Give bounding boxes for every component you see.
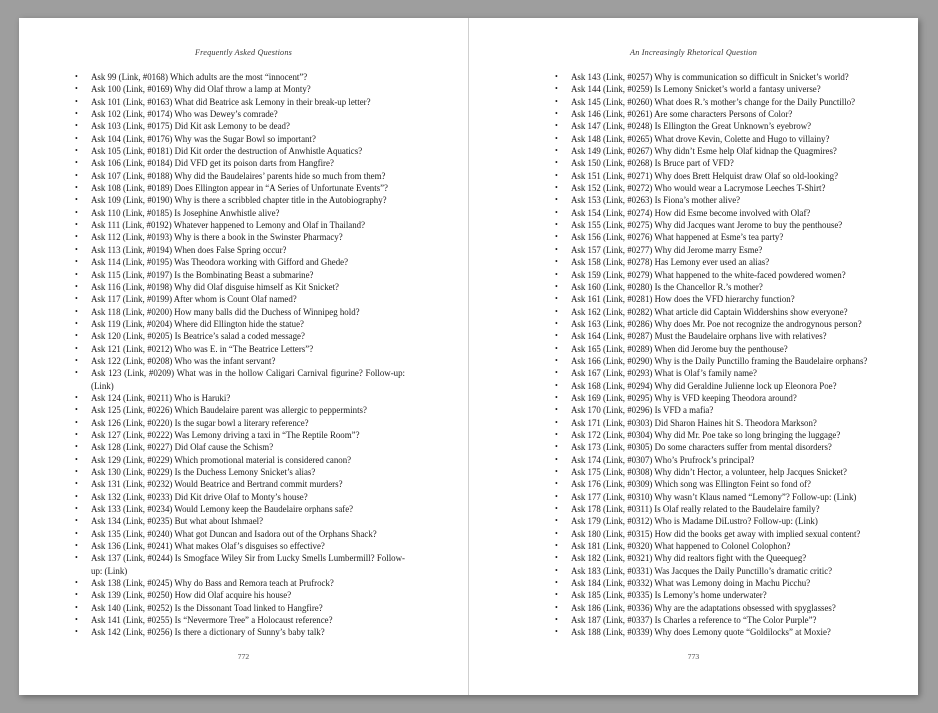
question-item: • Ask 132 (Link, #0233) Did Kit drive Olaf to Monty’s house?: [75, 491, 405, 503]
question-item: • Ask 131 (Link, #0232) Would Beatrice and Bertrand commit murders?: [75, 478, 405, 490]
question-item: • Ask 185 (Link, #0335) Is Lemony’s home underwater?: [555, 589, 885, 601]
question-item: • Ask 152 (Link, #0272) Who would wear a Lacrymose Leeches T-Shirt?: [555, 182, 885, 194]
left-question-list: [75, 71, 405, 639]
question-item: • Ask 106 (Link, #0184) Did VFD get its poison darts from Hangfire?: [75, 157, 405, 169]
question-item: • Ask 129 (Link, #0229) Which promotional material is considered canon?: [75, 454, 405, 466]
question-item: • Ask 150 (Link, #0268) Is Bruce part of VFD?: [555, 157, 885, 169]
question-item: • Ask 180 (Link, #0315) How did the books get away with implied sexual content?: [555, 528, 885, 540]
question-item: • Ask 183 (Link, #0331) Was Jacques the Daily Punctillo’s dramatic critic?: [555, 565, 885, 577]
question-item: • Ask 149 (Link, #0267) Why didn’t Esme help Olaf kidnap the Quagmires?: [555, 145, 885, 157]
question-item: • Ask 101 (Link, #0163) What did Beatrice ask Lemony in their break-up letter?: [75, 96, 405, 108]
question-item: • Ask 120 (Link, #0205) Is Beatrice’s salad a coded message?: [75, 330, 405, 342]
question-item: • Ask 172 (Link, #0304) Why did Mr. Poe take so long bringing the luggage?: [555, 429, 885, 441]
left-running-head: Frequently Asked Questions: [194, 48, 293, 57]
question-item: • Ask 154 (Link, #0274) How did Esme become involved with Olaf?: [555, 207, 885, 219]
question-item: • Ask 125 (Link, #0226) Which Baudelaire parent was allergic to peppermints?: [75, 404, 405, 416]
question-item: • Ask 184 (Link, #0332) What was Lemony doing in Machu Picchu?: [555, 577, 885, 589]
right-question-list: [555, 71, 885, 639]
question-item: • Ask 170 (Link, #0296) Is VFD a mafia?: [555, 404, 885, 416]
question-item: • Ask 102 (Link, #0174) Who was Dewey’s comrade?: [75, 108, 405, 120]
question-item: • Ask 139 (Link, #0250) How did Olaf acquire his house?: [75, 589, 405, 601]
question-item: • Ask 166 (Link, #0290) Why is the Daily Punctillo framing the Baudelaire orphans?: [555, 355, 885, 367]
question-item: • Ask 145 (Link, #0260) What does R.’s mother’s change for the Daily Punctillo?: [555, 96, 885, 108]
question-item: • Ask 153 (Link, #0263) Is Fiona’s mother alive?: [555, 194, 885, 206]
question-item: • Ask 124 (Link, #0211) Who is Haruki?: [75, 392, 405, 404]
question-item: • Ask 144 (Link, #0259) Is Lemony Snicket’s world a fantasy universe?: [555, 83, 885, 95]
right-page-number: 773: [687, 652, 700, 661]
question-item: • Ask 165 (Link, #0289) When did Jerome buy the penthouse?: [555, 343, 885, 355]
question-item: • Ask 121 (Link, #0212) Who was E. in “The Beatrice Letters”?: [75, 343, 405, 355]
question-item: • Ask 108 (Link, #0189) Does Ellington appear in “A Series of Unfortunate Events”?: [75, 182, 405, 194]
question-item: • Ask 174 (Link, #0307) Who’s Prufrock’s principal?: [555, 454, 885, 466]
question-item: • Ask 164 (Link, #0287) Must the Baudelaire orphans live with relatives?: [555, 330, 885, 342]
question-item: • Ask 118 (Link, #0200) How many balls did the Duchess of Winnipeg hold?: [75, 306, 405, 318]
question-item: • Ask 142 (Link, #0256) Is there a dictionary of Sunny’s baby talk?: [75, 626, 405, 638]
question-item: • Ask 141 (Link, #0255) Is “Nevermore Tree” a Holocaust reference?: [75, 614, 405, 626]
question-item: • Ask 186 (Link, #0336) Why are the adaptations obsessed with spyglasses?: [555, 602, 885, 614]
question-item: • Ask 159 (Link, #0279) What happened to the white-faced powdered women?: [555, 269, 885, 281]
question-item: • Ask 136 (Link, #0241) What makes Olaf’s disguises so effective?: [75, 540, 405, 552]
question-item: • Ask 171 (Link, #0303) Did Sharon Haines hit S. Theodora Markson?: [555, 417, 885, 429]
question-item: • Ask 122 (Link, #0208) Who was the infant servant?: [75, 355, 405, 367]
question-item: • Ask 113 (Link, #0194) When does False Spring occur?: [75, 244, 405, 256]
question-item: • Ask 133 (Link, #0234) Would Lemony keep the Baudelaire orphans safe?: [75, 503, 405, 515]
question-item: • Ask 175 (Link, #0308) Why didn’t Hector, a volunteer, help Jacques Snicket?: [555, 466, 885, 478]
question-item: • Ask 155 (Link, #0275) Why did Jacques want Jerome to buy the penthouse?: [555, 219, 885, 231]
question-item: • Ask 117 (Link, #0199) After whom is Count Olaf named?: [75, 293, 405, 305]
question-item: • Ask 119 (Link, #0204) Where did Ellington hide the statue?: [75, 318, 405, 330]
question-item: • Ask 140 (Link, #0252) Is the Dissonant Toad linked to Hangfire?: [75, 602, 405, 614]
question-item: • Ask 151 (Link, #0271) Why does Brett Helquist draw Olaf so old-looking?: [555, 170, 885, 182]
right-running-head: An Increasingly Rhetorical Question: [630, 48, 757, 57]
question-item: • Ask 111 (Link, #0192) Whatever happened to Lemony and Olaf in Thailand?: [75, 219, 405, 231]
question-item: • Ask 126 (Link, #0220) Is the sugar bowl a literary reference?: [75, 417, 405, 429]
question-item: • Ask 114 (Link, #0195) Was Theodora working with Gifford and Ghede?: [75, 256, 405, 268]
question-item: • Ask 130 (Link, #0229) Is the Duchess Lemony Snicket’s alias?: [75, 466, 405, 478]
question-item: • Ask 178 (Link, #0311) Is Olaf really related to the Baudelaire family?: [555, 503, 885, 515]
question-item: • Ask 143 (Link, #0257) Why is communication so difficult in Snicket’s world?: [555, 71, 885, 83]
question-item: • Ask 107 (Link, #0188) Why did the Baudelaires’ parents hide so much from them?: [75, 170, 405, 182]
question-item: • Ask 157 (Link, #0277) Why did Jerome marry Esme?: [555, 244, 885, 256]
left-page: [19, 18, 469, 695]
question-item: • Ask 181 (Link, #0320) What happened to Colonel Colophon?: [555, 540, 885, 552]
question-item: • Ask 156 (Link, #0276) What happened at Esme’s tea party?: [555, 231, 885, 243]
question-item: • Ask 162 (Link, #0282) What article did Captain Widdershins show everyone?: [555, 306, 885, 318]
question-item: • Ask 147 (Link, #0248) Is Ellington the Great Unknown’s eyebrow?: [555, 120, 885, 132]
question-item: • Ask 99 (Link, #0168) Which adults are the most “innocent”?: [75, 71, 405, 83]
question-item: • Ask 176 (Link, #0309) Which song was Ellington Feint so fond of?: [555, 478, 885, 490]
question-item: • Ask 110 (Link, #0185) Is Josephine Anwhistle alive?: [75, 207, 405, 219]
question-item: • Ask 134 (Link, #0235) But what about Ishmael?: [75, 515, 405, 527]
question-item: • Ask 188 (Link, #0339) Why does Lemony quote “Goldilocks” at Moxie?: [555, 626, 885, 638]
question-item: • Ask 160 (Link, #0280) Is the Chancellor R.’s mother?: [555, 281, 885, 293]
question-item: • Ask 169 (Link, #0295) Why is VFD keeping Theodora around?: [555, 392, 885, 404]
question-item: • Ask 109 (Link, #0190) Why is there a scribbled chapter title in the Autobiography?: [75, 194, 405, 206]
question-item: • Ask 158 (Link, #0278) Has Lemony ever used an alias?: [555, 256, 885, 268]
right-page: [469, 18, 918, 695]
question-item: • Ask 103 (Link, #0175) Did Kit ask Lemony to be dead?: [75, 120, 405, 132]
book-spread: [19, 18, 918, 695]
question-item: • Ask 115 (Link, #0197) Is the Bombinating Beast a submarine?: [75, 269, 405, 281]
question-item: • Ask 105 (Link, #0181) Did Kit order the destruction of Anwhistle Aquatics?: [75, 145, 405, 157]
question-item: • Ask 123 (Link, #0209) What was in the hollow Caligari Carnival figurine? Follow-up: (Link): [75, 367, 405, 392]
question-item: • Ask 116 (Link, #0198) Why did Olaf disguise himself as Kit Snicket?: [75, 281, 405, 293]
question-item: • Ask 182 (Link, #0321) Why did realtors fight with the Queequeg?: [555, 552, 885, 564]
question-item: • Ask 104 (Link, #0176) Why was the Sugar Bowl so important?: [75, 133, 405, 145]
question-item: • Ask 100 (Link, #0169) Why did Olaf throw a lamp at Monty?: [75, 83, 405, 95]
question-item: • Ask 161 (Link, #0281) How does the VFD hierarchy function?: [555, 293, 885, 305]
question-item: • Ask 112 (Link, #0193) Why is there a book in the Swinster Pharmacy?: [75, 231, 405, 243]
question-item: • Ask 146 (Link, #0261) Are some characters Persons of Color?: [555, 108, 885, 120]
question-item: • Ask 167 (Link, #0293) What is Olaf’s family name?: [555, 367, 885, 379]
question-item: • Ask 173 (Link, #0305) Do some characters suffer from mental disorders?: [555, 441, 885, 453]
question-item: • Ask 187 (Link, #0337) Is Charles a reference to “The Color Purple”?: [555, 614, 885, 626]
question-item: • Ask 127 (Link, #0222) Was Lemony driving a taxi in “The Reptile Room”?: [75, 429, 405, 441]
question-item: • Ask 138 (Link, #0245) Why do Bass and Remora teach at Prufrock?: [75, 577, 405, 589]
question-item: • Ask 163 (Link, #0286) Why does Mr. Poe not recognize the androgynous person?: [555, 318, 885, 330]
question-item: • Ask 179 (Link, #0312) Who is Madame DiLustro? Follow-up: (Link): [555, 515, 885, 527]
question-item: • Ask 148 (Link, #0265) What drove Kevin, Colette and Hugo to villainy?: [555, 133, 885, 145]
question-item: • Ask 168 (Link, #0294) Why did Geraldine Julienne lock up Eleonora Poe?: [555, 380, 885, 392]
question-item: • Ask 128 (Link, #0227) Did Olaf cause the Schism?: [75, 441, 405, 453]
question-item: • Ask 137 (Link, #0244) Is Smogface Wiley Sir from Lucky Smells Lumbermill? Follow-up: (Link): [75, 552, 405, 577]
question-item: • Ask 135 (Link, #0240) What got Duncan and Isadora out of the Orphans Shack?: [75, 528, 405, 540]
question-item: • Ask 177 (Link, #0310) Why wasn’t Klaus named “Lemony”? Follow-up: (Link): [555, 491, 885, 503]
left-page-number: 772: [237, 652, 250, 661]
